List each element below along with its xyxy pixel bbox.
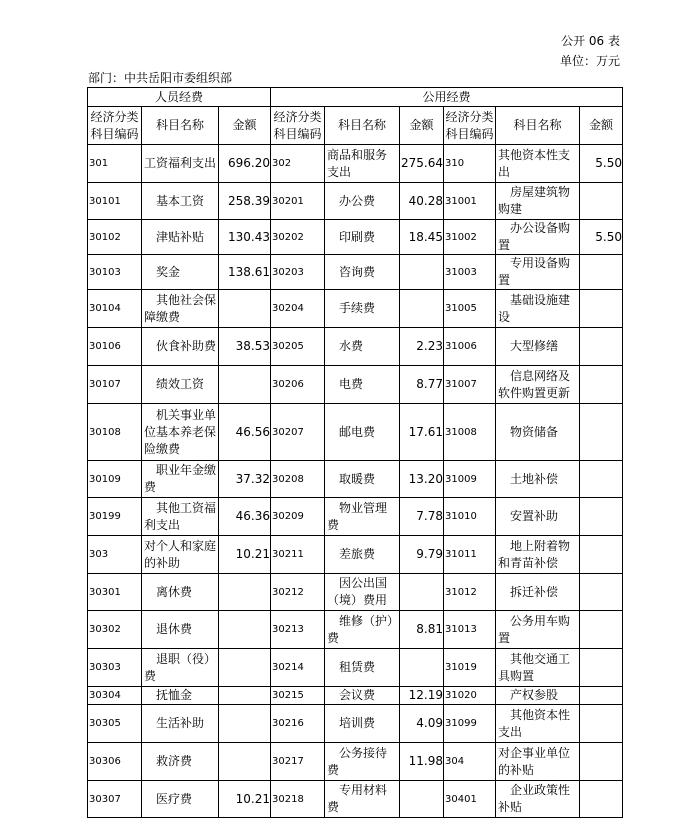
cell-item-name: 取暖费 xyxy=(325,461,400,498)
cell-code: 30109 xyxy=(88,461,142,498)
cell-amount: 10.21 xyxy=(219,536,271,574)
cell-amount xyxy=(580,611,623,649)
cell-code: 31008 xyxy=(444,404,496,461)
cell-item-name: 离休费 xyxy=(142,574,219,611)
cell-amount xyxy=(400,290,444,328)
cell-amount xyxy=(580,574,623,611)
cell-code: 30301 xyxy=(88,574,142,611)
cell-amount xyxy=(580,536,623,574)
column-header-amount: 金额 xyxy=(400,107,444,145)
cell-amount xyxy=(400,255,444,290)
cell-code: 31006 xyxy=(444,328,496,366)
cell-item-name: 水费 xyxy=(325,328,400,366)
cell-item-name: 租赁费 xyxy=(325,649,400,687)
cell-amount: 10.21 xyxy=(219,781,271,818)
cell-item-name: 地上附着物和青苗补偿 xyxy=(496,536,580,574)
cell-item-name: 企业政策性补贴 xyxy=(496,781,580,818)
form-number: 公开 06 表 xyxy=(561,34,620,48)
cell-item-name: 对个人和家庭的补助 xyxy=(142,536,219,574)
cell-item-name: 办公费 xyxy=(325,183,400,220)
column-header-code: 经济分类 科目编码 xyxy=(271,107,325,145)
cell-amount xyxy=(400,781,444,818)
table-row xyxy=(88,183,623,220)
cell-item-name: 手续费 xyxy=(325,290,400,328)
cell-amount xyxy=(219,611,271,649)
column-header-code: 经济分类 科目编码 xyxy=(88,107,142,145)
cell-item-name: 安置补助 xyxy=(496,498,580,536)
cell-code: 31020 xyxy=(444,687,496,705)
cell-item-name: 邮电费 xyxy=(325,404,400,461)
cell-item-name: 绩效工资 xyxy=(142,366,219,404)
column-header-code: 经济分类 科目编码 xyxy=(444,107,496,145)
cell-code: 31013 xyxy=(444,611,496,649)
cell-amount xyxy=(580,743,623,781)
cell-item-name: 物业管理费 xyxy=(325,498,400,536)
cell-code: 30306 xyxy=(88,743,142,781)
cell-item-name: 职业年金缴费 xyxy=(142,461,219,498)
cell-code: 31019 xyxy=(444,649,496,687)
cell-item-name: 因公出国（境）费用 xyxy=(325,574,400,611)
cell-code: 30108 xyxy=(88,404,142,461)
group-header-public: 公用经费 xyxy=(271,88,623,107)
cell-code: 30208 xyxy=(271,461,325,498)
column-header-name: 科目名称 xyxy=(496,107,580,145)
cell-code: 30204 xyxy=(271,290,325,328)
cell-code: 30216 xyxy=(271,705,325,743)
cell-amount: 138.61 xyxy=(219,255,271,290)
cell-code: 30207 xyxy=(271,404,325,461)
cell-code: 30101 xyxy=(88,183,142,220)
cell-item-name: 差旅费 xyxy=(325,536,400,574)
cell-item-name: 其他交通工具购置 xyxy=(496,649,580,687)
table-row xyxy=(88,611,623,649)
table-row xyxy=(88,781,623,818)
cell-amount: 46.36 xyxy=(219,498,271,536)
cell-item-name: 生活补助 xyxy=(142,705,219,743)
cell-item-name: 其他工资福利支出 xyxy=(142,498,219,536)
cell-code: 30103 xyxy=(88,255,142,290)
cell-code: 30203 xyxy=(271,255,325,290)
cell-code: 31009 xyxy=(444,461,496,498)
cell-code: 31012 xyxy=(444,574,496,611)
cell-item-name: 印刷费 xyxy=(325,220,400,255)
cell-amount: 13.20 xyxy=(400,461,444,498)
cell-item-name: 公务用车购置 xyxy=(496,611,580,649)
cell-code: 31002 xyxy=(444,220,496,255)
cell-item-name: 救济费 xyxy=(142,743,219,781)
cell-code: 31003 xyxy=(444,255,496,290)
cell-code: 31001 xyxy=(444,183,496,220)
cell-code: 30202 xyxy=(271,220,325,255)
cell-code: 31099 xyxy=(444,705,496,743)
table-row xyxy=(88,649,623,687)
cell-amount xyxy=(400,574,444,611)
cell-amount: 12.19 xyxy=(400,687,444,705)
cell-code: 310 xyxy=(444,145,496,183)
cell-item-name: 其他社会保障缴费 xyxy=(142,290,219,328)
cell-code: 30199 xyxy=(88,498,142,536)
cell-item-name: 维修（护）费 xyxy=(325,611,400,649)
cell-amount: 275.64 xyxy=(400,145,444,183)
cell-amount: 7.78 xyxy=(400,498,444,536)
column-header-name: 科目名称 xyxy=(325,107,400,145)
cell-item-name: 土地补偿 xyxy=(496,461,580,498)
cell-amount xyxy=(580,328,623,366)
table-row xyxy=(88,536,623,574)
cell-item-name: 物资储备 xyxy=(496,404,580,461)
cell-amount xyxy=(219,705,271,743)
cell-amount: 37.32 xyxy=(219,461,271,498)
cell-item-name: 商品和服务支出 xyxy=(325,145,400,183)
cell-item-name: 抚恤金 xyxy=(142,687,219,705)
cell-code: 30218 xyxy=(271,781,325,818)
cell-item-name: 其他资本性支出 xyxy=(496,705,580,743)
cell-item-name: 会议费 xyxy=(325,687,400,705)
cell-item-name: 机关事业单位基本养老保险缴费 xyxy=(142,404,219,461)
cell-code: 30211 xyxy=(271,536,325,574)
cell-amount xyxy=(580,781,623,818)
cell-code: 30303 xyxy=(88,649,142,687)
cell-amount: 5.50 xyxy=(580,145,623,183)
cell-item-name: 专用材料费 xyxy=(325,781,400,818)
table-row xyxy=(88,255,623,290)
cell-amount xyxy=(400,649,444,687)
column-header-amount: 金额 xyxy=(580,107,623,145)
cell-amount xyxy=(580,461,623,498)
cell-amount: 130.43 xyxy=(219,220,271,255)
cell-amount xyxy=(219,366,271,404)
table-row xyxy=(88,574,623,611)
cell-item-name: 奖金 xyxy=(142,255,219,290)
group-header-row xyxy=(88,88,623,107)
cell-amount: 2.23 xyxy=(400,328,444,366)
cell-code: 30106 xyxy=(88,328,142,366)
cell-amount xyxy=(580,687,623,705)
cell-code: 30307 xyxy=(88,781,142,818)
budget-table xyxy=(87,87,623,818)
cell-code: 30214 xyxy=(271,649,325,687)
cell-amount xyxy=(580,705,623,743)
cell-amount xyxy=(580,255,623,290)
cell-item-name: 办公设备购置 xyxy=(496,220,580,255)
cell-amount xyxy=(219,574,271,611)
cell-amount: 696.20 xyxy=(219,145,271,183)
cell-item-name: 工资福利支出 xyxy=(142,145,219,183)
cell-item-name: 信息网络及软件购置更新 xyxy=(496,366,580,404)
table-row xyxy=(88,220,623,255)
cell-item-name: 产权参股 xyxy=(496,687,580,705)
cell-item-name: 电费 xyxy=(325,366,400,404)
cell-code: 30104 xyxy=(88,290,142,328)
cell-amount xyxy=(219,290,271,328)
cell-amount: 17.61 xyxy=(400,404,444,461)
cell-code: 304 xyxy=(444,743,496,781)
table-row xyxy=(88,404,623,461)
cell-amount: 11.98 xyxy=(400,743,444,781)
cell-item-name: 医疗费 xyxy=(142,781,219,818)
cell-item-name: 伙食补助费 xyxy=(142,328,219,366)
cell-code: 30302 xyxy=(88,611,142,649)
cell-amount: 18.45 xyxy=(400,220,444,255)
cell-code: 31011 xyxy=(444,536,496,574)
cell-item-name: 咨询费 xyxy=(325,255,400,290)
department-label: 部门：中共岳阳市委组织部 xyxy=(88,71,233,85)
cell-code: 30206 xyxy=(271,366,325,404)
cell-item-name: 基本工资 xyxy=(142,183,219,220)
table-row xyxy=(88,743,623,781)
cell-code: 30215 xyxy=(271,687,325,705)
cell-amount xyxy=(580,290,623,328)
cell-amount: 8.77 xyxy=(400,366,444,404)
cell-amount: 40.28 xyxy=(400,183,444,220)
cell-amount xyxy=(580,183,623,220)
table-row xyxy=(88,705,623,743)
cell-amount: 8.81 xyxy=(400,611,444,649)
cell-code: 30201 xyxy=(271,183,325,220)
cell-amount xyxy=(580,649,623,687)
cell-amount: 46.56 xyxy=(219,404,271,461)
table-row xyxy=(88,290,623,328)
cell-code: 30213 xyxy=(271,611,325,649)
cell-amount xyxy=(580,498,623,536)
cell-code: 30401 xyxy=(444,781,496,818)
cell-item-name: 专用设备购置 xyxy=(496,255,580,290)
cell-amount xyxy=(219,687,271,705)
cell-amount xyxy=(219,649,271,687)
table-row xyxy=(88,366,623,404)
table-row xyxy=(88,687,623,705)
table-row xyxy=(88,145,623,183)
cell-code: 30217 xyxy=(271,743,325,781)
cell-code: 30102 xyxy=(88,220,142,255)
cell-item-name: 房屋建筑物购建 xyxy=(496,183,580,220)
cell-code: 31010 xyxy=(444,498,496,536)
cell-code: 301 xyxy=(88,145,142,183)
cell-item-name: 大型修缮 xyxy=(496,328,580,366)
cell-item-name: 公务接待费 xyxy=(325,743,400,781)
cell-amount xyxy=(580,366,623,404)
cell-amount: 4.09 xyxy=(400,705,444,743)
cell-item-name: 拆迁补偿 xyxy=(496,574,580,611)
cell-code: 30209 xyxy=(271,498,325,536)
cell-item-name: 退职（役）费 xyxy=(142,649,219,687)
column-header-name: 科目名称 xyxy=(142,107,219,145)
cell-amount xyxy=(580,404,623,461)
cell-amount: 38.53 xyxy=(219,328,271,366)
cell-amount: 5.50 xyxy=(580,220,623,255)
cell-code: 30205 xyxy=(271,328,325,366)
cell-item-name: 退休费 xyxy=(142,611,219,649)
table-row xyxy=(88,461,623,498)
cell-amount xyxy=(219,743,271,781)
cell-code: 31005 xyxy=(444,290,496,328)
cell-code: 30212 xyxy=(271,574,325,611)
cell-code: 302 xyxy=(271,145,325,183)
cell-amount: 258.39 xyxy=(219,183,271,220)
table-row xyxy=(88,328,623,366)
cell-amount: 9.79 xyxy=(400,536,444,574)
group-header-personnel: 人员经费 xyxy=(88,88,271,107)
cell-code: 303 xyxy=(88,536,142,574)
table-row xyxy=(88,498,623,536)
column-header-row xyxy=(88,107,623,145)
cell-item-name: 培训费 xyxy=(325,705,400,743)
unit-label: 单位：万元 xyxy=(559,54,620,68)
cell-item-name: 其他资本性支出 xyxy=(496,145,580,183)
cell-item-name: 基础设施建设 xyxy=(496,290,580,328)
column-header-amount: 金额 xyxy=(219,107,271,145)
cell-code: 30305 xyxy=(88,705,142,743)
cell-item-name: 对企事业单位的补贴 xyxy=(496,743,580,781)
cell-item-name: 津贴补贴 xyxy=(142,220,219,255)
cell-code: 30304 xyxy=(88,687,142,705)
cell-code: 30107 xyxy=(88,366,142,404)
cell-code: 31007 xyxy=(444,366,496,404)
